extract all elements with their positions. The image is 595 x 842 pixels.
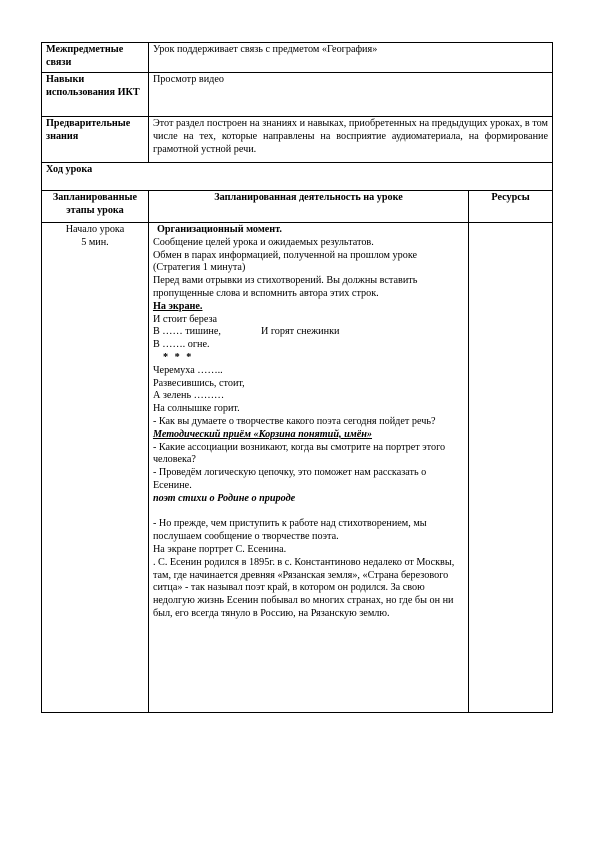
lesson-flow-heading: Ход урока [42, 163, 553, 191]
on-screen-label: На экране. [152, 300, 203, 312]
resources-cell [469, 223, 553, 713]
activity-heading: Организационный момент. [156, 224, 282, 235]
method-title: Методический приём «Корзина понятий, имён» [152, 428, 373, 440]
poem-line: И стоит береза [152, 313, 218, 325]
interdisciplinary-label: Межпредметные связи [42, 43, 149, 73]
poem-line: Черемуха …….. [152, 364, 223, 376]
lesson-plan-table [41, 42, 553, 713]
activity-cell [148, 223, 468, 713]
poem-line: В ……. огне. [152, 339, 210, 351]
poem-line: Развесившись, стоит, [152, 377, 245, 389]
ict-value: Просмотр видео [148, 73, 552, 117]
interdisciplinary-value: Урок поддерживает связь с предметом «География» [148, 43, 552, 73]
question-line: - Проведём логическую цепочку, это поможет нам рассказать о Есенине. [152, 467, 427, 491]
stage-cell [42, 223, 149, 713]
poem-line: И горят снежинки [260, 326, 340, 338]
poem-line: В …… тишине, [152, 326, 221, 338]
stars-separator: * * * [162, 351, 194, 363]
table-row [42, 43, 553, 73]
table-header-row [42, 191, 553, 223]
ict-label: Навыки использования ИКТ [42, 73, 149, 117]
stage-name: Начало урока [65, 224, 125, 235]
logic-chain: поэт стихи о Родине о природе [152, 492, 296, 504]
column-header-stages: Запланированные этапы урока [42, 191, 149, 223]
column-header-resources: Ресурсы [469, 191, 553, 223]
question-line: - Как вы думаете о творчестве какого поэта сегодня пойдет речь? [152, 415, 436, 427]
stage-time: 5 мин. [81, 236, 109, 248]
poem-line: На солнышке горит. [152, 403, 240, 415]
activity-line: Сообщение целей урока и ожидаемых результатов. [152, 236, 374, 248]
activity-line: Обмен в парах информацией, полученной на прошлом уроке (Стратегия 1 минута) [152, 249, 418, 274]
portrait-line: На экране портрет С. Есенина. [152, 543, 287, 555]
message-line: - Но прежде, чем приступить к работе над стихотворением, мы послушаем сообщение о творчестве поэта. [152, 518, 427, 543]
table-row [42, 117, 553, 163]
table-row [42, 223, 553, 713]
prior-knowledge-label: Предварительные знания [42, 117, 149, 163]
table-row [42, 73, 553, 117]
table-row [42, 163, 553, 191]
activity-line: Перед вами отрывки из стихотворений. Вы должны вставить пропущенные слова и вспомнить автора этих строк. [152, 275, 418, 299]
question-line: - Какие ассоциации возникают, когда вы смотрите на портрет этого человека? [152, 441, 446, 466]
biography-text: . С. Есенин родился в 1895г. в с. Константиново недалеко от Москвы, там, где начинается древняя «Рязанская земля», «Страна березового ситца» - так называл поэт край, в котором он родился. За свою недолгую жизнь Есенин побывал во многих странах, но где бы он ни был, его всегда тянуло в Россию, на Рязанскую землю. [152, 556, 455, 619]
column-header-activity: Запланированная деятельность на уроке [148, 191, 468, 223]
poem-line-pair [153, 326, 464, 339]
prior-knowledge-value: Этот раздел построен на знаниях и навыках, приобретенных на предыдущих уроках, в том числе на тех, которые направлены на восприятие аудиоматериала, на формирование грамотной устной речи. [148, 117, 552, 163]
poem-line: А зелень ……… [152, 390, 225, 402]
